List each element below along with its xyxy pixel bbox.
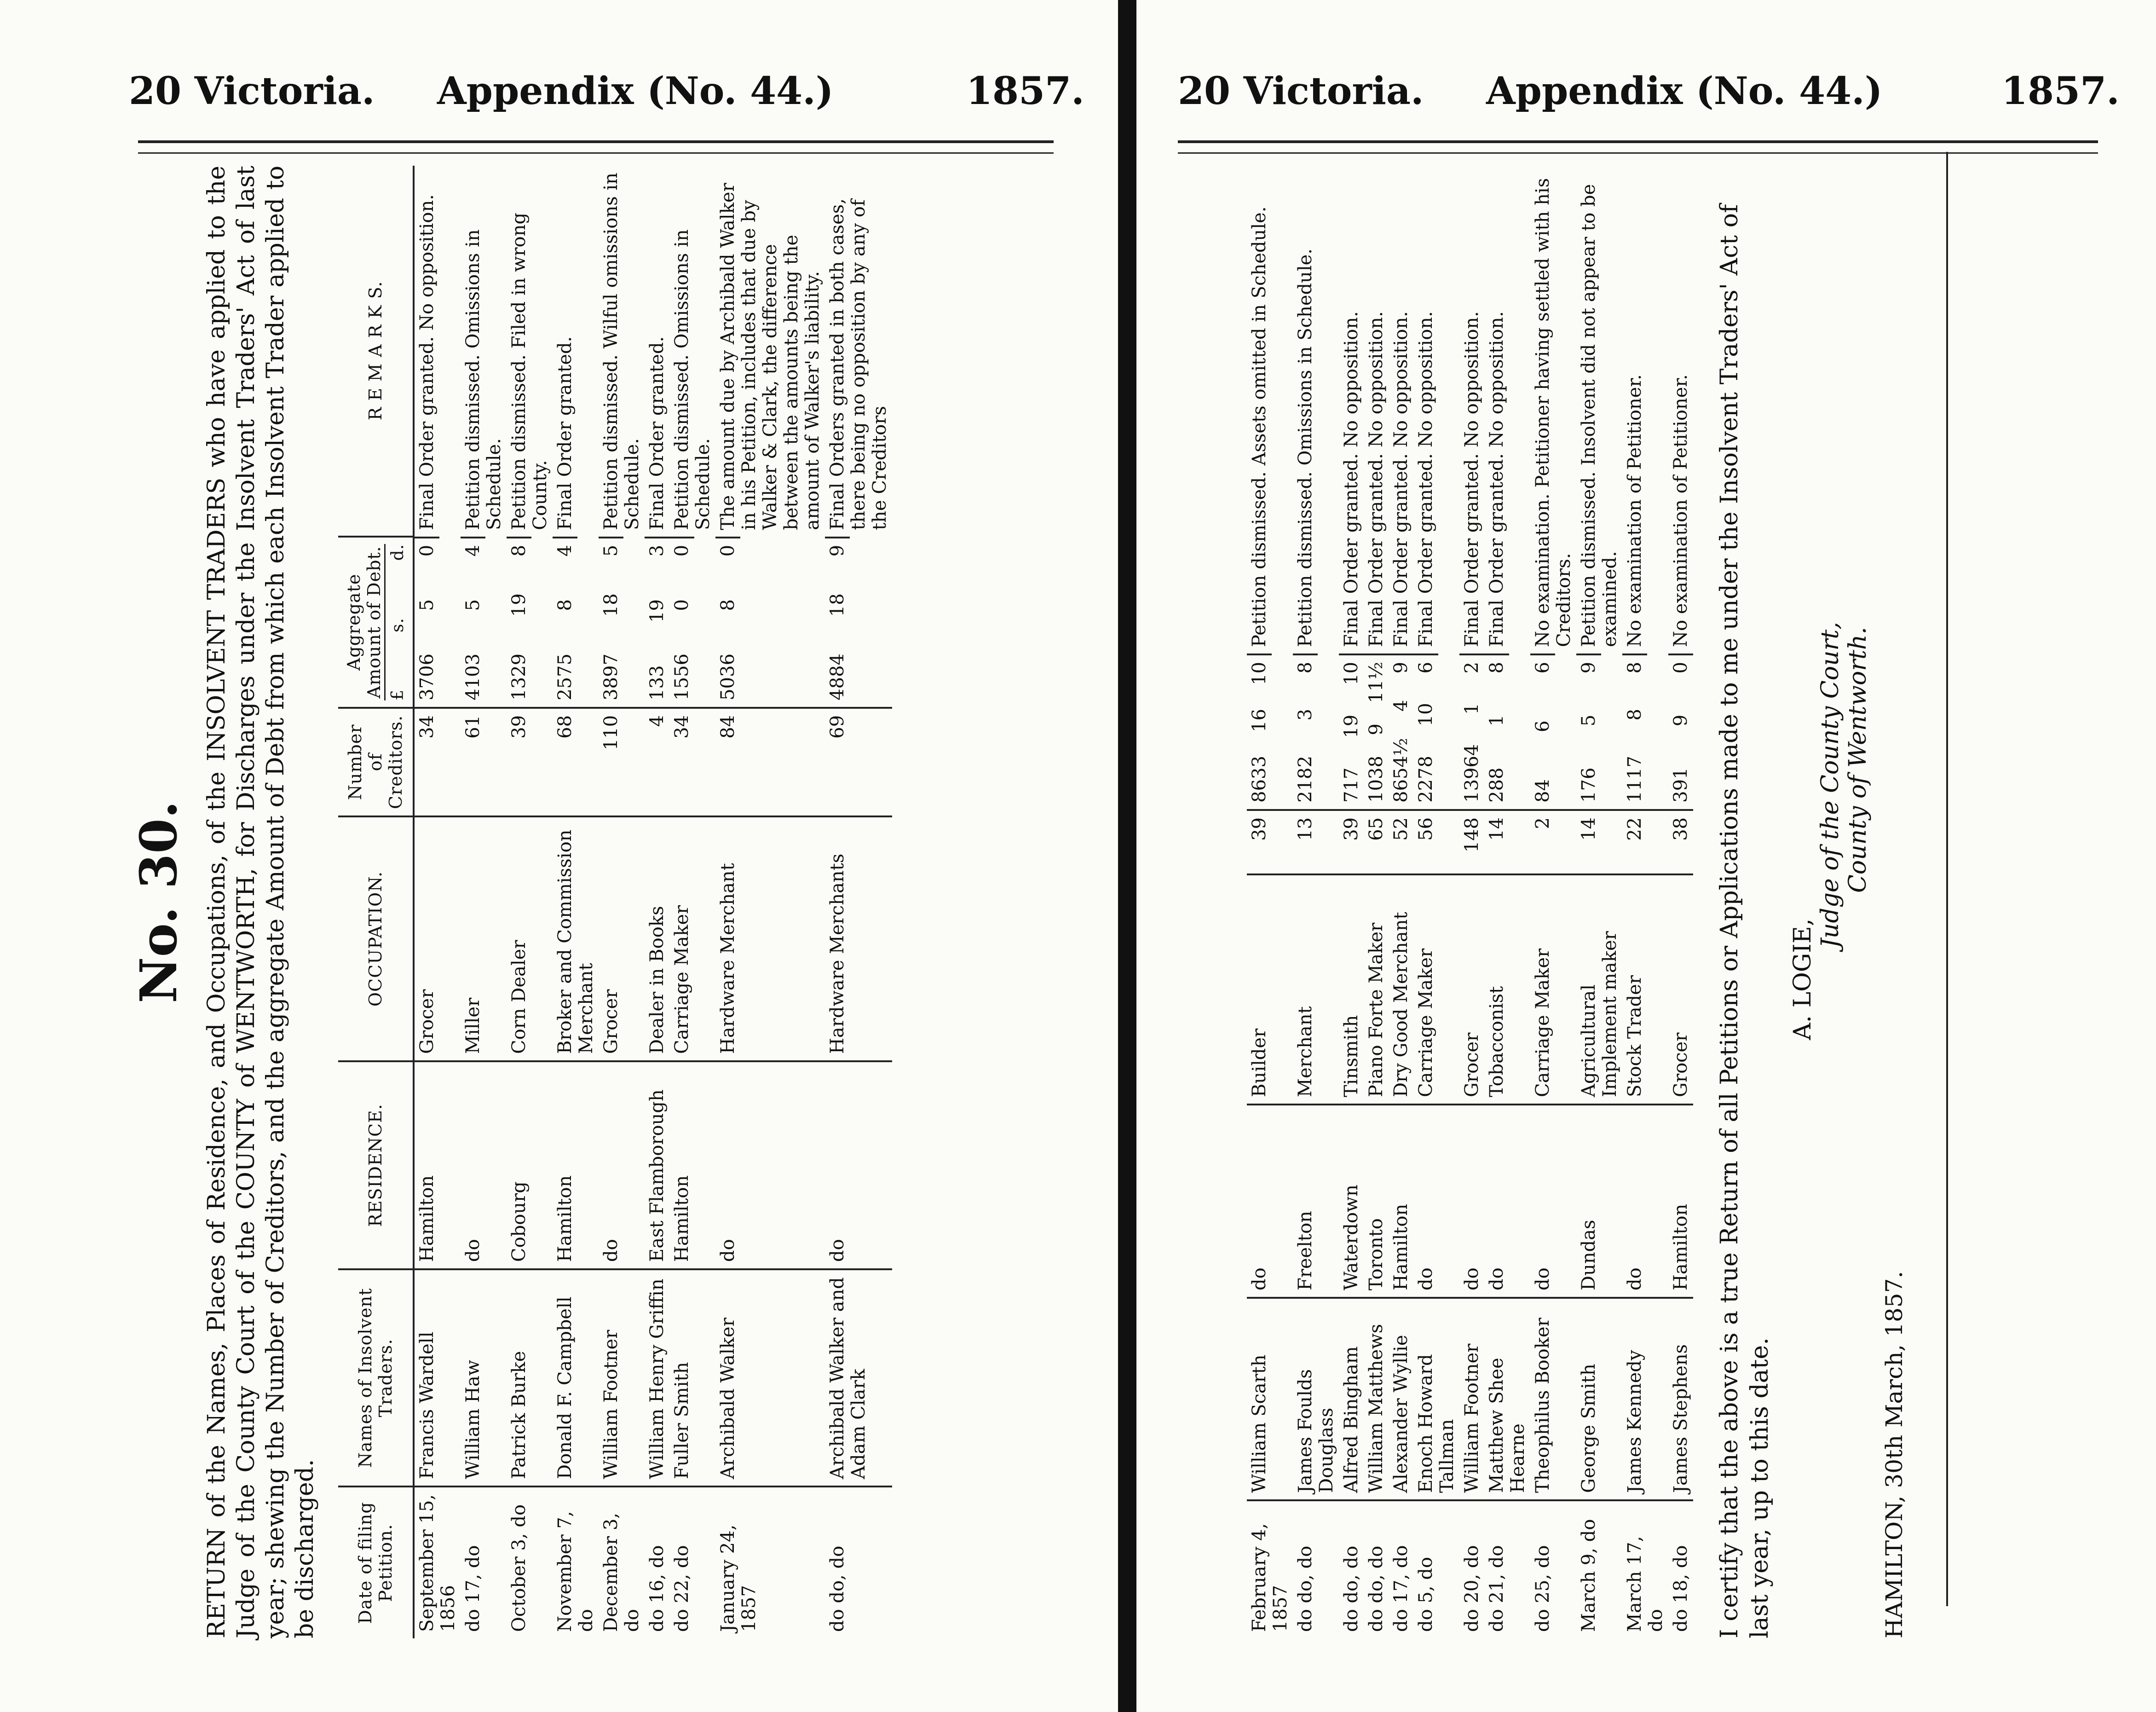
row-remarks: Petition dismissed. Filed in wrong County. xyxy=(508,213,551,530)
debt-shillings: 8 xyxy=(554,599,576,611)
row-date: March 17, do xyxy=(1622,1500,1668,1638)
row-date: do 25, do xyxy=(1530,1500,1576,1638)
table-body-right xyxy=(1247,167,1693,1638)
col-residence: RESIDENCE. xyxy=(338,1061,414,1269)
debt-pounds: 1329 xyxy=(508,654,530,700)
table-row xyxy=(1459,167,1484,1638)
row-date: December 3, do xyxy=(599,1486,645,1638)
row-name: Fuller Smith xyxy=(669,1269,715,1486)
debt-pence: 0 xyxy=(416,544,438,557)
table-row xyxy=(553,166,599,1638)
row-date: October 3, do xyxy=(507,1486,553,1638)
row-date: do 16, do xyxy=(645,1486,669,1638)
debt-shillings: 5 xyxy=(462,599,484,611)
header-left: 20 Victoria. xyxy=(1178,69,1424,113)
debt-pence: 0 xyxy=(717,544,738,557)
row-name: William Henry Griffin xyxy=(645,1269,669,1486)
row-residence: do xyxy=(825,1061,892,1269)
col-names: Names of Insolvent Traders. xyxy=(338,1269,414,1486)
table-row xyxy=(1389,167,1413,1638)
row-occupation: Carriage Maker xyxy=(1413,874,1459,1105)
row-name: Archibald Walker xyxy=(715,1269,825,1486)
debt-pence: 6 xyxy=(1532,662,1553,674)
row-remarks: Petition dismissed. Insolvent did not appear to be examined. xyxy=(1578,184,1620,647)
row-name: William Haw xyxy=(461,1269,507,1486)
row-date: do 20, do xyxy=(1459,1500,1484,1638)
row-debt xyxy=(461,537,485,707)
page-header xyxy=(0,69,1118,129)
row-debt xyxy=(1389,654,1413,809)
row-name: Alexander Wyllie xyxy=(1389,1298,1413,1500)
debt-pounds: 133 xyxy=(646,665,668,700)
row-name: William Footner xyxy=(599,1269,645,1486)
rotated-content-left xyxy=(110,166,1077,1638)
row-name: William Matthews xyxy=(1364,1298,1389,1500)
row-date: do 5, do xyxy=(1413,1500,1459,1638)
row-residence: Cobourg xyxy=(507,1061,553,1269)
row-occupation: Grocer xyxy=(1668,874,1693,1105)
row-remarks: Petition dismissed. Omissions in Schedule. xyxy=(1295,249,1316,647)
debt-pence: 4 xyxy=(462,544,484,557)
row-creditors: 69 xyxy=(825,708,892,816)
debt-pence: 2 xyxy=(1461,662,1482,674)
row-creditors: 39 xyxy=(507,708,553,816)
row-remarks: Petition dismissed. Wilful omissions in Schedule. xyxy=(600,173,643,530)
row-name: Archibald Walker and Adam Clark xyxy=(825,1269,892,1486)
table-row xyxy=(645,166,669,1638)
table-row xyxy=(669,166,715,1638)
row-debt xyxy=(507,537,531,707)
row-date: do do, do xyxy=(825,1486,892,1638)
row-remarks: Final Order granted. xyxy=(554,336,576,530)
header-center: Appendix (No. 44.) xyxy=(1486,69,1883,113)
row-debt xyxy=(599,537,623,707)
row-date: do 18, do xyxy=(1668,1500,1693,1638)
row-date: March 9, do xyxy=(1576,1500,1622,1638)
row-date: do 22, do xyxy=(669,1486,715,1638)
right-page xyxy=(1136,0,2156,1712)
debt-pence: 8 xyxy=(1295,662,1316,674)
row-residence: Hamilton xyxy=(553,1061,599,1269)
row-date: do 17, do xyxy=(461,1486,507,1638)
row-date: do do, do xyxy=(1339,1500,1364,1638)
table-row xyxy=(1576,167,1622,1638)
document-number: No. 30. xyxy=(129,801,188,1003)
row-occupation: Grocer xyxy=(414,816,461,1061)
row-occupation: Tinsmith xyxy=(1339,874,1364,1105)
debt-pence: 4 xyxy=(554,544,576,557)
pounds-label: £ xyxy=(388,689,407,700)
debt-shillings: 8 xyxy=(1624,709,1645,721)
row-creditors: 34 xyxy=(669,708,715,816)
debt-shillings: 1 xyxy=(1486,714,1507,727)
row-occupation: Grocer xyxy=(1459,874,1484,1105)
row-creditors: 110 xyxy=(599,708,645,816)
row-occupation: Carriage Maker xyxy=(1530,874,1576,1105)
row-residence: do xyxy=(461,1061,507,1269)
row-creditors: 13 xyxy=(1293,810,1339,874)
shillings-label: s. xyxy=(388,618,407,633)
debt-shillings: 5 xyxy=(416,599,438,611)
row-creditors: 14 xyxy=(1576,810,1622,874)
row-creditors: 68 xyxy=(553,708,599,816)
table-row xyxy=(1364,167,1389,1638)
row-remarks: Petition dismissed. Assets omitted in Schedule. xyxy=(1249,206,1270,647)
row-debt xyxy=(1339,654,1364,809)
row-date: January 24, 1857 xyxy=(715,1486,825,1638)
debt-pounds: 1556 xyxy=(671,654,692,700)
row-occupation: Agricultural Implement maker xyxy=(1576,874,1622,1105)
row-remarks: Final Order granted. No opposition. xyxy=(1461,311,1482,647)
col-creditors: Number of Creditors. xyxy=(338,708,414,816)
debt-pounds: 8633 xyxy=(1249,756,1270,803)
row-residence: do xyxy=(1247,1105,1293,1298)
row-residence: Hamilton xyxy=(1389,1105,1413,1298)
debt-shillings: 18 xyxy=(600,593,622,617)
row-name: William Footner xyxy=(1459,1298,1484,1500)
debt-pounds: 3897 xyxy=(600,654,622,700)
debt-pounds: 1117 xyxy=(1624,756,1645,803)
col-remarks: R E M A R K S. xyxy=(338,166,414,537)
debt-pence: 6 xyxy=(1415,662,1436,674)
row-remarks: No examination. Petitioner having settled with his Creditors. xyxy=(1532,178,1574,647)
row-debt xyxy=(415,537,439,707)
row-occupation: Stock Trader xyxy=(1622,874,1668,1105)
table-row xyxy=(507,166,553,1638)
row-date: do do, do xyxy=(1364,1500,1389,1638)
debt-pence: 9 xyxy=(1578,662,1599,674)
row-name: Patrick Burke xyxy=(507,1269,553,1486)
row-residence: Dundas xyxy=(1576,1105,1622,1298)
row-creditors: 56 xyxy=(1413,810,1459,874)
row-debt xyxy=(1668,654,1693,809)
debt-pence: 8 xyxy=(1624,662,1645,674)
row-residence: do xyxy=(599,1061,645,1269)
debt-shillings: 3 xyxy=(1295,709,1316,721)
debt-pence: 3 xyxy=(646,544,668,557)
debt-pounds: 176 xyxy=(1578,767,1599,803)
row-creditors: 38 xyxy=(1668,810,1693,874)
debt-shillings: 18 xyxy=(827,593,848,617)
row-debt xyxy=(1576,654,1601,809)
row-date: February 4, 1857 xyxy=(1247,1500,1293,1638)
debt-pence: 9 xyxy=(827,544,848,557)
pence-label: d. xyxy=(388,544,407,561)
row-residence: do xyxy=(1622,1105,1668,1298)
row-remarks: No examination of Petitioner. xyxy=(1624,374,1645,647)
row-debt xyxy=(1530,654,1555,809)
row-name: Theophilus Booker xyxy=(1530,1298,1576,1500)
signer-title-2: County of Wentworth. xyxy=(1844,627,1872,893)
table-row xyxy=(1293,167,1339,1638)
row-remarks: The amount due by Archibald Walker in his Petition, includes that due by Walker & Clark, the difference between the amounts being the amount of Walker's liability. xyxy=(717,183,823,530)
debt-shillings: 16 xyxy=(1249,709,1270,733)
row-creditors: 39 xyxy=(1339,810,1364,874)
row-occupation: Hardware Merchant xyxy=(715,816,825,1061)
debt-pence: 8 xyxy=(1486,662,1507,674)
row-debt xyxy=(1413,654,1438,809)
table-body-left xyxy=(414,166,892,1638)
row-occupation: Hardware Merchants xyxy=(825,816,892,1061)
debt-shillings: 0 xyxy=(671,599,692,611)
debt-pounds: 717 xyxy=(1341,767,1362,803)
table-row xyxy=(1668,167,1693,1638)
debt-pounds: 13964 xyxy=(1461,744,1482,803)
row-occupation: Corn Dealer xyxy=(507,816,553,1061)
header-center: Appendix (No. 44.) xyxy=(437,69,834,113)
debt-pounds: 2182 xyxy=(1295,756,1316,803)
table-row xyxy=(715,166,825,1638)
col-date: Date of filing Petition. xyxy=(338,1486,414,1638)
row-creditors: 148 xyxy=(1459,810,1484,874)
row-debt xyxy=(715,537,740,707)
insolvent-traders-table xyxy=(338,166,892,1638)
row-debt xyxy=(1459,654,1484,809)
row-residence: Hamilton xyxy=(669,1061,715,1269)
row-residence: Waterdown xyxy=(1339,1105,1364,1298)
row-name: William Scarth xyxy=(1247,1298,1293,1500)
signer-name: A. LOGIE, xyxy=(1789,918,1816,1040)
debt-pounds: 391 xyxy=(1670,767,1691,803)
row-remarks: Final Order granted. No opposition. xyxy=(1415,311,1436,647)
table-row xyxy=(461,166,507,1638)
row-remarks: Final Order granted. No opposition. xyxy=(1341,311,1362,647)
row-remarks: Final Order granted. No opposition. xyxy=(1390,311,1412,647)
row-occupation: Carriage Maker xyxy=(669,816,715,1061)
header-rule xyxy=(1178,140,2098,154)
page-header-right xyxy=(1136,69,2156,129)
certificate-text: I certify that the above is a true Return of all Petitions or Applications made to me under the Insolvent Traders' Act of last year, up to this date. xyxy=(1716,204,1774,1638)
row-debt xyxy=(645,537,669,707)
debt-pence: 5 xyxy=(600,544,622,557)
debt-pence: 0 xyxy=(1670,662,1691,674)
row-debt xyxy=(1293,654,1318,809)
debt-pounds: 4884 xyxy=(827,654,848,700)
debt-pence: 10 xyxy=(1341,662,1362,685)
row-occupation: Merchant xyxy=(1293,874,1339,1105)
row-creditors: 84 xyxy=(715,708,825,816)
row-residence: do xyxy=(1413,1105,1459,1298)
row-debt xyxy=(825,537,850,707)
debt-shillings: 6 xyxy=(1532,720,1553,732)
debt-pence: 0 xyxy=(671,544,692,557)
place-date: HAMILTON, 30th March, 1857. xyxy=(1881,1271,1908,1638)
row-name: James Foulds Douglass xyxy=(1293,1298,1339,1500)
debt-pence: 10 xyxy=(1249,662,1270,685)
row-creditors: 4 xyxy=(645,708,669,816)
debt-shillings: 19 xyxy=(646,599,668,623)
row-remarks: Final Order granted. No opposition. xyxy=(416,194,438,530)
debt-shillings: 5 xyxy=(1578,714,1599,727)
row-remarks: Final Order granted. No opposition. xyxy=(1366,311,1387,647)
row-creditors: 61 xyxy=(461,708,507,816)
debt-shillings: 9 xyxy=(1670,714,1691,727)
debt-shillings: 8 xyxy=(717,599,738,611)
row-creditors: 65 xyxy=(1364,810,1389,874)
col-debt xyxy=(338,537,414,708)
table-row xyxy=(1413,167,1459,1638)
row-remarks: Final Order granted. xyxy=(646,336,668,530)
row-occupation: Grocer xyxy=(599,816,645,1061)
debt-pounds: 2278 xyxy=(1415,756,1436,803)
row-debt xyxy=(1364,654,1389,809)
row-residence: do xyxy=(1530,1105,1576,1298)
debt-pounds: 84 xyxy=(1532,779,1553,803)
col-occupation: OCCUPATION. xyxy=(338,816,414,1061)
document-title: RETURN of the Names, Places of Residence, and Occupations, of the INSOLVENT TRADERS who have applied to the Judge of the County Court of the COUNTY of WENTWORTH, for Discharges under the Insolvent Traders' Act of last year; shewing the Number of Creditors, and the aggregate Amount of Debt from which each Insolvent Trader applied to be discharged. xyxy=(203,166,319,1638)
debt-pence: 8 xyxy=(508,544,530,557)
table-row xyxy=(1530,167,1576,1638)
debt-pence: 9 xyxy=(1390,662,1412,674)
table-row xyxy=(1339,167,1364,1638)
header-right: 1857. xyxy=(2001,69,2120,113)
debt-shillings: 19 xyxy=(1341,714,1362,738)
table-row xyxy=(414,166,461,1638)
row-date: do 21, do xyxy=(1484,1500,1530,1638)
header-right: 1857. xyxy=(966,69,1084,113)
row-remarks: Final Order granted. No opposition. xyxy=(1486,311,1507,647)
row-residence: East Flamborough xyxy=(645,1061,669,1269)
debt-pounds: 1038 xyxy=(1366,756,1387,803)
row-name: James Kennedy xyxy=(1622,1298,1668,1500)
table-row xyxy=(1247,167,1293,1638)
row-name: Alfred Bingham xyxy=(1339,1298,1364,1500)
debt-pounds: 8654½ xyxy=(1390,738,1412,803)
row-date: do do, do xyxy=(1293,1500,1339,1638)
row-name: Donald F. Campbell xyxy=(553,1269,599,1486)
row-creditors: 2 xyxy=(1530,810,1576,874)
row-occupation: Builder xyxy=(1247,874,1293,1105)
row-occupation: Miller xyxy=(461,816,507,1061)
row-occupation: Dealer in Books xyxy=(645,816,669,1061)
col-debt-label: Aggregate Amount of Debt. xyxy=(344,546,384,699)
row-debt xyxy=(553,537,577,707)
insolvent-traders-table-continued xyxy=(1247,166,1693,1638)
debt-shillings: 4 xyxy=(1390,700,1412,712)
row-date: do 17, do xyxy=(1389,1500,1413,1638)
debt-shillings: 10 xyxy=(1415,703,1436,727)
row-remarks: No examination of Petitioner. xyxy=(1670,374,1691,647)
row-debt xyxy=(1247,654,1272,809)
debt-pounds: 2575 xyxy=(554,654,576,700)
row-creditors: 52 xyxy=(1389,810,1413,874)
row-residence: do xyxy=(1484,1105,1530,1298)
debt-pounds: 288 xyxy=(1486,767,1507,803)
row-occupation: Tobacconist xyxy=(1484,874,1530,1105)
row-occupation: Dry Good Merchant xyxy=(1389,874,1413,1105)
rotated-content-right xyxy=(1247,166,2121,1638)
currency-units xyxy=(384,544,407,700)
row-residence: do xyxy=(715,1061,825,1269)
row-remarks: Final Orders granted in both cases, there being no opposition by any of the Creditors xyxy=(827,198,890,530)
signer-title-1: Judge of the County Court, xyxy=(1816,622,1844,948)
row-creditors: 39 xyxy=(1247,810,1293,874)
row-debt xyxy=(1622,654,1647,809)
row-residence: do xyxy=(1459,1105,1484,1298)
row-name: Francis Wardell xyxy=(414,1269,461,1486)
table-row xyxy=(1622,167,1668,1638)
table-row xyxy=(825,166,892,1638)
row-occupation: Piano Forte Maker xyxy=(1364,874,1389,1105)
book-spine xyxy=(1118,0,1136,1712)
row-date: September 15, 1856 xyxy=(414,1486,461,1638)
row-name: Enoch Howard Tallman xyxy=(1413,1298,1459,1500)
row-residence: Hamilton xyxy=(414,1061,461,1269)
row-residence: Freelton xyxy=(1293,1105,1339,1298)
header-rule xyxy=(138,140,1054,154)
header-left: 20 Victoria. xyxy=(129,69,375,113)
row-debt xyxy=(669,537,694,707)
debt-shillings: 9 xyxy=(1366,723,1387,735)
row-name: James Stephens xyxy=(1668,1298,1693,1500)
debt-shillings: 1 xyxy=(1461,703,1482,715)
row-occupation: Broker and Commission Merchant xyxy=(553,816,599,1061)
row-remarks: Petition dismissed. Omissions in Schedule. xyxy=(462,229,505,530)
table-row xyxy=(1484,167,1530,1638)
row-creditors: 22 xyxy=(1622,810,1668,874)
debt-pounds: 4103 xyxy=(462,654,484,700)
row-date: November 7, do xyxy=(553,1486,599,1638)
row-name: George Smith xyxy=(1576,1298,1622,1500)
debt-pence: 11½ xyxy=(1366,662,1387,703)
row-residence: Hamilton xyxy=(1668,1105,1693,1298)
row-name: Matthew Shee Hearne xyxy=(1484,1298,1530,1500)
table-row xyxy=(599,166,645,1638)
row-remarks: Petition dismissed. Omissions in Schedule. xyxy=(671,229,714,530)
signature-block xyxy=(1789,166,1872,1638)
row-creditors: 34 xyxy=(414,708,461,816)
row-debt xyxy=(1484,654,1509,809)
debt-pounds: 5036 xyxy=(717,654,738,700)
debt-shillings: 19 xyxy=(508,593,530,617)
debt-pounds: 3706 xyxy=(416,654,438,700)
row-residence: Toronto xyxy=(1364,1105,1389,1298)
row-creditors: 14 xyxy=(1484,810,1530,874)
